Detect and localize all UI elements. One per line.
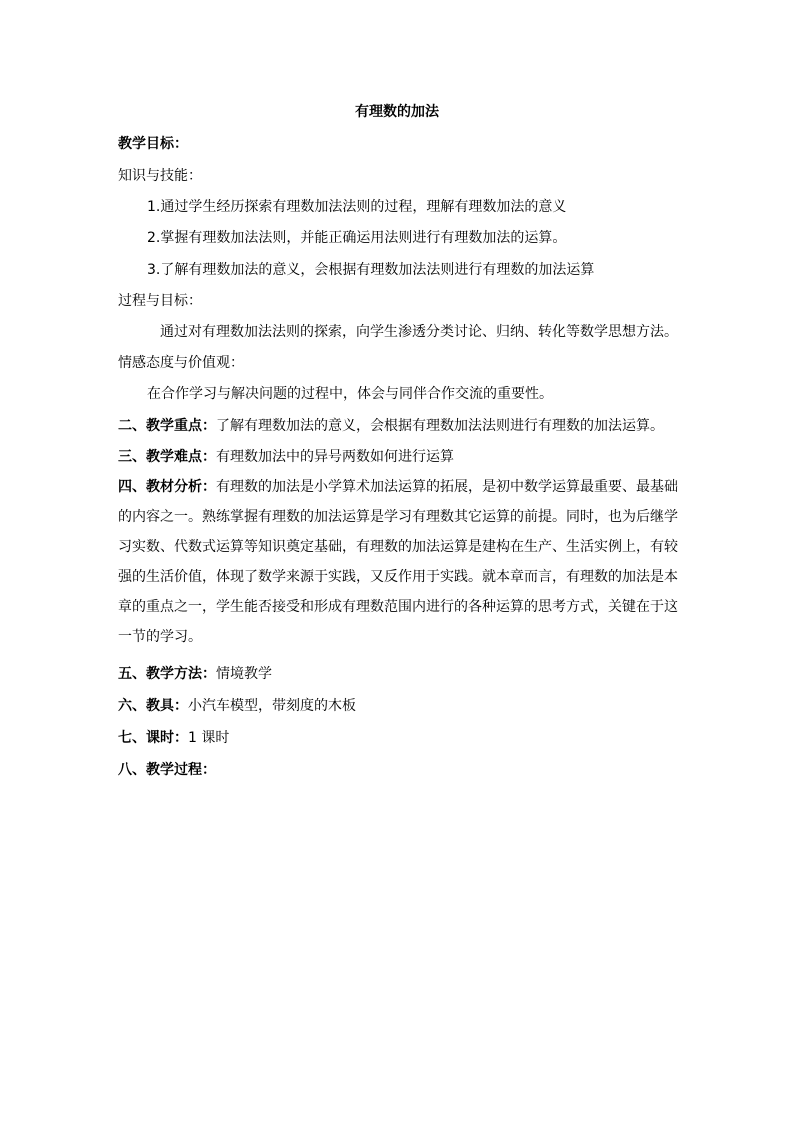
teaching-process-heading: 八、教学过程： <box>118 762 216 778</box>
hours-label: 七、课时： <box>118 730 188 746</box>
attitude-text: 在合作学习与解决问题的过程中，体会与同伴合作交流的重要性。 <box>147 386 553 402</box>
key-points-text: 了解有理数加法的意义，会根据有理数加法法则进行有理数的加法运算。 <box>216 418 664 434</box>
process-text: 通过对有理数加法法则的探索，向学生渗透分类讨论、归纳、转化等数学思想方法。 <box>160 324 678 340</box>
analysis-section <box>118 472 678 652</box>
analysis-text: 有理数的加法是小学算术加法运算的拓展，是初中数学运算最重要、最基础的内容之一。熟练掌握有理数的加法运算是学习有理数其它运算的前提。同时，也为后继学习实数、代数式运算等知识奠定基础，有理数的加法运算是建构在生产、生活实例上，有较强的生活价值，体现了数学来源于实践，又反作用于实践。就本章而言，有理数的加法是本章的重点之一，学生能否接受和形成有理数范围内进行的各种运算的思考方式，关键在于这一节的学习。 <box>118 479 678 645</box>
knowledge-item-2: 2.掌握有理数加法法则，并能正确运用法则进行有理数加法的运算。 <box>147 230 567 246</box>
tools-text: 小汽车模型，带刻度的木板 <box>188 698 356 714</box>
knowledge-heading: 知识与技能： <box>118 168 202 184</box>
difficulties-label: 三、教学难点： <box>118 449 216 465</box>
difficulties-section <box>118 449 454 465</box>
difficulties-text: 有理数加法中的异号两数如何进行运算 <box>216 449 454 465</box>
method-text: 情境教学 <box>216 666 272 682</box>
process-heading: 过程与目标： <box>118 293 202 309</box>
objectives-heading: 教学目标： <box>118 136 188 152</box>
analysis-label: 四、教材分析： <box>118 479 216 495</box>
attitude-heading: 情感态度与价值观： <box>118 355 244 371</box>
key-points-section <box>118 418 664 434</box>
hours-section <box>118 730 229 746</box>
method-section <box>118 666 272 682</box>
knowledge-item-3: 3.了解有理数加法的意义，会根据有理数加法法则进行有理数的加法运算 <box>147 262 595 278</box>
document-title: 有理数的加法 <box>355 104 439 120</box>
key-points-label: 二、教学重点： <box>118 418 216 434</box>
tools-section <box>118 698 356 714</box>
knowledge-item-1: 1.通过学生经历探索有理数加法法则的过程，理解有理数加法的意义 <box>147 199 567 215</box>
hours-text: 1 课时 <box>188 730 230 746</box>
tools-label: 六、教具： <box>118 698 188 714</box>
method-label: 五、教学方法： <box>118 666 216 682</box>
